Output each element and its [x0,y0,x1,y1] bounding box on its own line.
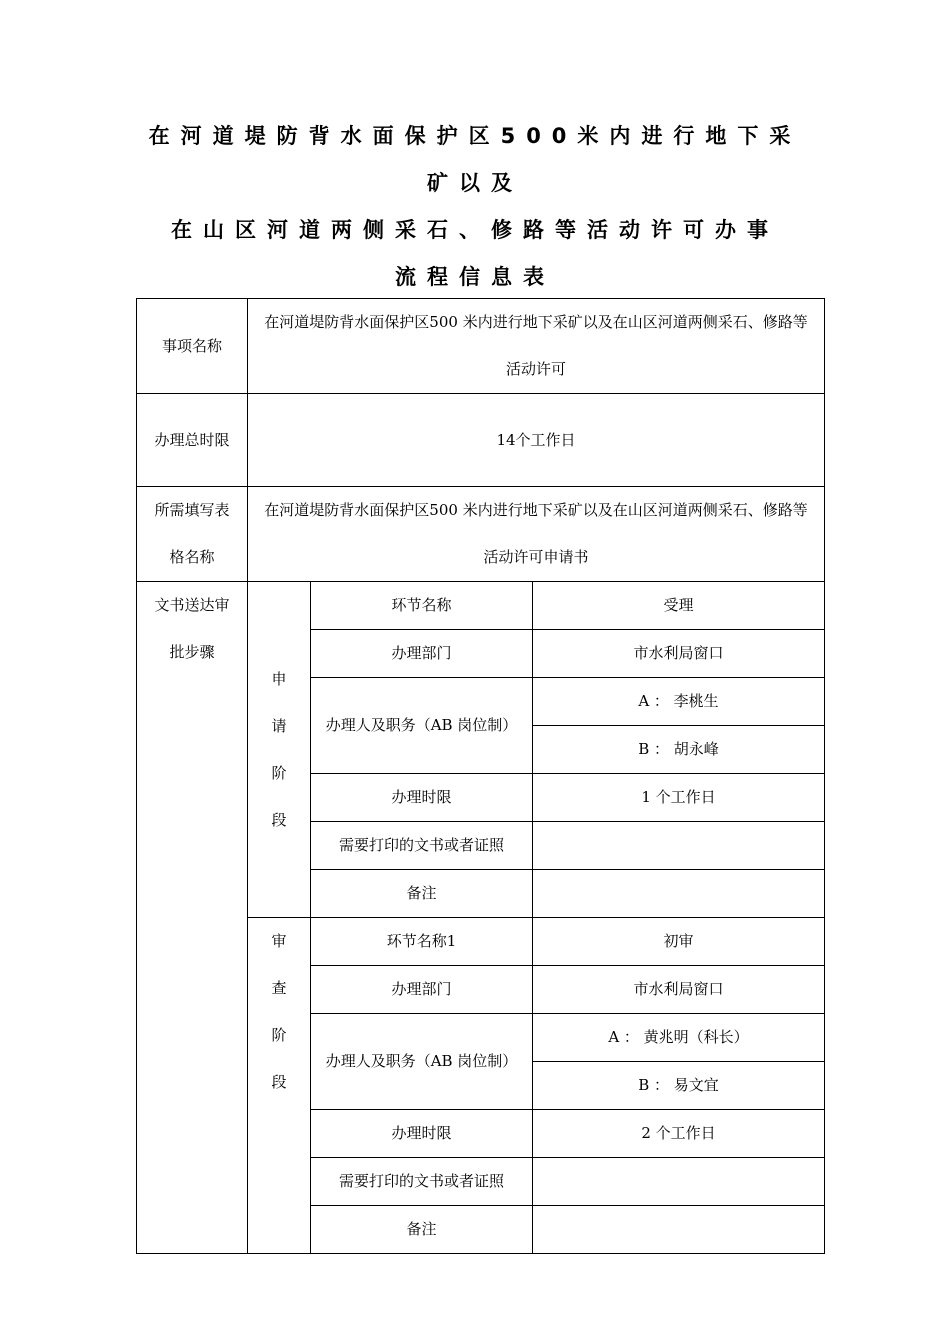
docs-value [533,822,825,870]
person-b-value: B ： 胡永峰 [533,726,825,774]
document-title-line-2: 矿以及 [427,171,523,195]
form-name-label: 所需填写表格名称 [137,487,248,582]
table-row-item-name [137,299,825,394]
document-title-line-4: 流程信息表 [395,265,555,289]
table-row [137,582,825,630]
table-row-form-name [137,487,825,582]
note-value [533,870,825,918]
steps-label: 文书送达审批步骤 [137,582,248,1254]
time-label: 办理时限 [311,1110,533,1158]
person-a-value: A ： 黄兆明（科长） [533,1014,825,1062]
time-value: 2 个工作日 [533,1110,825,1158]
total-time-label: 办理总时限 [137,394,248,487]
item-name-label: 事项名称 [137,299,248,394]
time-value: 1 个工作日 [533,774,825,822]
step-name-label: 环节名称1 [311,918,533,966]
document-title-line-1: 在河道堤防背水面保护区500米内进行地下采 [148,124,802,148]
total-time-value: 14个工作日 [248,394,825,487]
person-label: 办理人及职务（AB 岗位制） [311,1014,533,1110]
document-title-line-3: 在山区河道两侧采石、修路等活动许可办事 [171,218,779,242]
person-label: 办理人及职务（AB 岗位制） [311,678,533,774]
person-a-value: A ： 李桃生 [533,678,825,726]
time-label: 办理时限 [311,774,533,822]
item-name-value: 在河道堤防背水面保护区500 米内进行地下采矿以及在山区河道两侧采石、修路等活动许可 [248,299,825,394]
step-name-label: 环节名称 [311,582,533,630]
note-label: 备注 [311,870,533,918]
form-name-value: 在河道堤防背水面保护区500 米内进行地下采矿以及在山区河道两侧采石、修路等活动许可申请书 [248,487,825,582]
table-row-total-time [137,394,825,487]
dept-value: 市水利局窗口 [533,966,825,1014]
person-b-value: B ： 易文宜 [533,1062,825,1110]
dept-value: 市水利局窗口 [533,630,825,678]
note-value [533,1206,825,1254]
step-name-value: 初审 [533,918,825,966]
dept-label: 办理部门 [311,966,533,1014]
note-label: 备注 [311,1206,533,1254]
stage-name-apply: 申请阶段 [248,582,311,918]
process-info-table [136,298,825,1254]
docs-label: 需要打印的文书或者证照 [311,822,533,870]
docs-value [533,1158,825,1206]
step-name-value: 受理 [533,582,825,630]
dept-label: 办理部门 [311,630,533,678]
stage-name-review: 审查阶段 [248,918,311,1254]
docs-label: 需要打印的文书或者证照 [311,1158,533,1206]
